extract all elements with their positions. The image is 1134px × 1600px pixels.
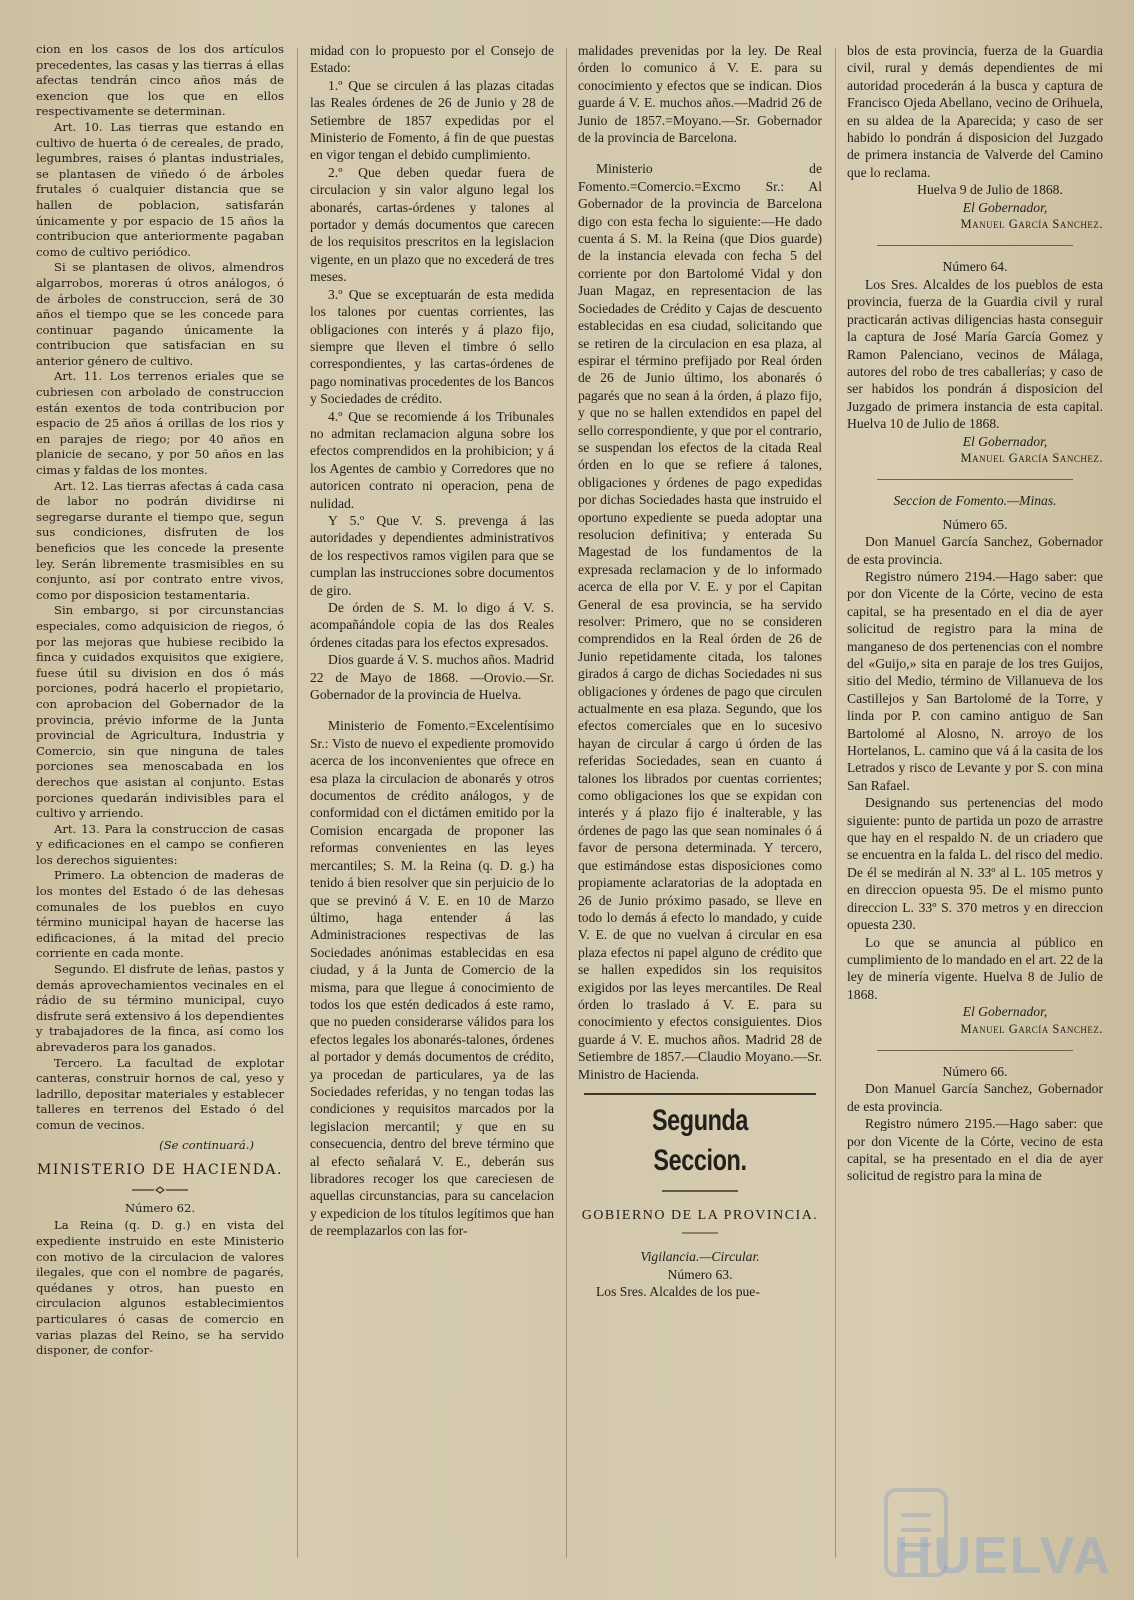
separator (877, 1050, 1073, 1051)
paragraph: midad con lo propuesto por el Consejo de Estado: (310, 43, 554, 76)
paragraph: Art. 10. Las tierras que estando en cultivo de huerta ó de cereales, de prado, legumbres, raises ó plantas industriales, se plantasen de viñedo ó de árboles frutales ó cualquier distancia que se hallen de poblacion, satisfarán únicamente y por espacio de 15 años la contribucion que anteriormente pagaban como de cultivo periódico. (36, 119, 284, 259)
paragraph: Segundo. El disfrute de leñas, pastos y demás aprovechamientos vecinales en el rádio de su término municipal, cuyo disfrute será extensivo á los dependientes y trabajadores de la finca, así como los abrevaderos para los ganados. (36, 962, 284, 1054)
paragraph: Si se plantasen de olivos, almendros algarrobos, moreras ú otros análogos, ó de árboles de construccion, será de 30 años el tiempo que se les concede para continuar pagando únicamente la contribucion que satisfacian en su anterior género de cultivo. (36, 260, 284, 368)
paragraph: 1.º Que se circulen á las plazas citadas las Reales órdenes de 26 de Junio y 28 de Setiembre de 1857 expedidas por el Ministerio de Fomento, á fin de que puestas en vigor tengan el debido cumplimiento. (310, 77, 554, 163)
paragraph: Los Sres. Alcaldes de los pue- (596, 1284, 760, 1300)
paragraph: Tercero. La facultad de explotar canteras, construir hornos de cal, yeso y ladrillo, depositar materiales y establecer talleres en terrenos del Estado ó del comun de vecinos. (36, 1055, 284, 1132)
number-62: Número 62. (124, 1200, 196, 1215)
paragraph: Ministerio de Fomento.=Excelentísimo Sr.: Visto de nuevo el expediente promovido acerca de los inconvenientes que ofrece en esa plaza la circulacion de abonarés y otros documentos de crédito análogos, y de conformidad con el dictámen emitido por la Comision encargada de proponer las reformas convenientes en las leyes mercantiles; S. M. la Reina (q. D. g.) ha tenido á bien resolver que sin perjuicio de lo que se previnó á V. E. en 10 de Marzo último, haga entender á las Administraciones respectivas de las Sociedades anónimas establecidas en esa ciudad, y á la Junta de Comercio de la misma, para que llegue á conocimiento de todos los que estén dedicados á este ramo, que no pueden considerarse válidos para los efectos legales los abonarés-talones, órdenes al portador y demás documentos de crédito, ya procedan de particulares, ya de las Sociedades referidas, y no tengan todas las condiciones y requisitos marcados por la legislacion mercantil; y que en su consecuencia, dentro del breve término que al efecto señalará V. E., deberán sus libradores recoger los que careciesen de aquellas circunstancias, para su cancelacion y expedicion de los títulos legítimos que han de reemplazarlos con las for- (310, 718, 554, 1239)
signature-name: Manuel García Sanchez. (960, 217, 1103, 232)
paragraph: 4.º Que se recomiende á los Tribunales no admitan reclamacion alguna sobre los efectos comprendidos en la prohibicion; y á los Agentes de cambio y Corredores que no autoricen contrato ni operacion, pena de nulidad. (310, 408, 554, 511)
fomento-heading: Seccion de Fomento.—Minas. (893, 493, 1057, 509)
paragraph: Lo que se anuncia al público en cumplimiento de lo mandado en el art. 22 de la ley de minería vigente. Huelva 8 de Julio de 1868. (847, 934, 1103, 1002)
paragraph: Los Sres. Alcaldes de los pueblos de esta provincia, fuerza de la Guardia civil y rural practicarán activas diligencias hasta conseguir la captura de José María García Gomez y Ramon Palenciano, vecinos de Málaga, autores del robo de tres caballerías; y caso de ser habidos los pondrán á disposicion del Juzgado de primera instancia de esta capital. Huelva 10 de Julio de 1868. (847, 276, 1103, 432)
signature-title: El Gobernador, (962, 433, 1048, 449)
paragraph: 2.º Que deben quedar fuera de circulacion y sin valor alguno legal los abonarés, cartas-órdenes y talones al portador y demás documentos que carecen de los requisitos prescritos en la legislacion vigente, en un plazo que no excederá de tres meses. (310, 164, 554, 285)
paragraph: Don Manuel García Sanchez, Gobernador de esta provincia. (847, 1081, 1103, 1114)
ornament-icon (680, 1230, 720, 1240)
signature-name: Manuel García Sanchez. (960, 1021, 1103, 1036)
signature-title: El Gobernador, (962, 1004, 1048, 1020)
ornament-icon (660, 1187, 740, 1197)
paragraph: Registro número 2194.—Hago saber: que por don Vicente de la Córte, vecino de esta capital, se ha presentado en el dia de ayer solicitud de registro para la mina de manganeso de dos pertenencias con el nombre del «Guijo,» sita en paraje de los tres Guijos, sitio del Medio, término de Villanueva de los Castillejos y San Bartolomé de la Torre, y linda por P. con camino antiguo de San Bartolomé al Alosno, N. arroyo de los Hortelanos, L. camino que vá á la casita de los Letrados y risco de Levante y por S. con mina San Rafael. (847, 568, 1103, 793)
paragraph: Sin embargo, si por circunstancias especiales, como adquisicion de riegos, ó por las mejoras que hubiese recibido la finca y cuidados exquisitos que exigiere, fuese útil su division en dos ó más porciones, podrá hacerlo el propietario, con aprobacion del Gobernador de la provincia, prévio informe de la Junta provincial de Agricultura, Industria y Comercio, sin que ninguna de tales porciones sea menoscabada en los derechos que asistan al conjunto. Estas porciones quedarán indivisibles para el cultivo y arriendo. (36, 603, 284, 821)
number-64: Número 64. (942, 259, 1008, 275)
paragraph: Registro número 2195.—Hago saber: que por don Vicente de la Córte, vecino de esta capital, se ha presentado en el dia de ayer solicitud de registro para la mina de (847, 1116, 1103, 1184)
paragraph: La Reina (q. D. g.) en vista del expediente instruido en este Ministerio con motivo de la circulacion de valores ilegales, que con el nombre de pagarés, quédanes y otros, han puesto en circulacion algunos establecimientos particulares ó casas de comercio en varias plazas del Reino, se ha servido disponer, de confor- (36, 1218, 284, 1358)
paragraph: De órden de S. M. lo digo á V. S. acompañándole copia de las dos Reales órdenes citadas para los efectos expresados. (310, 600, 554, 650)
column-divider (297, 48, 298, 1558)
separator (877, 245, 1073, 246)
separator (877, 479, 1073, 480)
section-heading: Segunda Seccion. (651, 1103, 749, 1177)
continued-note: (Se continuará.) (159, 1137, 254, 1152)
date-line: Huelva 9 de Julio de 1868. (917, 182, 1063, 198)
paragraph: cion en los casos de los dos artículos precedentes, las casas y las tierras á ellas afectas tendrán cinco años más de exencion que los que en ellos respectivamente se determinan. (36, 42, 284, 119)
signature-name: Manuel García Sanchez. (960, 450, 1103, 465)
government-heading: GOBIERNO DE LA PROVINCIA. (581, 1207, 819, 1223)
paragraph: 3.º Que se exceptuarán de esta medida los talones por cuentas corrientes, las obligaciones con interés y á plazo fijo, siempre que lleven el timbre ó sello correspondientes, y las cartas-órdenes de pago nominativas procedentes de los Bancos y Sociedades de crédito. (310, 286, 554, 407)
watermark: HUELVA (893, 1527, 1112, 1585)
paragraph: Ministerio de Fomento.=Comercio.=Excmo Sr.: Al Gobernador de la provincia de Barcelona digo con esta fecha lo siguiente:—He dado cuenta á S. M. la Reina (que Dios guarde) de la instancia elevada con fecha 5 del corriente por don Bartolomé Vidal y don Juan Magaz, en representacion de las Sociedades de Crédito y Cajas de descuento establecidas en esa ciudad, solicitando que se retiren de la circulacion en esa plaza, al espirar el término prefijado por Real órden de 26 de Junio último, los abonarés ó pagarés que no sean á la órden, á plazo fijo, y que no se hallen extendidos en papel del sello correspondiente, y que por el contrario, se suspendan los efectos de la citada Real órden en lo que se refiere á talones, obligaciones y órdenes de pago expedidas por dichas Sociedades hasta que instruido el oportuno expediente se pueda adoptar una resolucion definitiva; y enterada Su Magestad de los fundamentos de la expresada reclamacion y de lo informado acerca de ella por V. E. y por el Capitan General de esa provincia, se ha servido resolver: Primero, que no se consideren comprendidos en la Real órden de 26 de Junio repetidamente citada, los talones girados á cargo de dichas Sociedades ni sus obligaciones y órdenes de pago que circulen actualmente en esa plaza. Segundo, que los efectos comerciales que en lo sucesivo hayan de circular á cargo ú órden de las referidas Sociedades, sean en cuanto á talones los librados por cuentas corrientes; como obligaciones los que se expidan con interés y á plazo fijo é inalterable, y las órdenes de pago las que sean nominales ó á favor de persona determinada. Y tercero, que estimándose estas disposiciones como propiamente aclaratorias de la adoptada en 26 de Junio próximo pasado, se lleve en todo lo demás á efecto lo mandado, y cuide V. E. de que no vuelvan á circular en esa plaza efectos ni papel alguno de crédito que se hallen expedidos sin los requisitos exigidos por las leyes mercantiles. De Real órden lo traslado á V. E. para su conocimiento y efectos consiguientes. Dios guarde á V. E. muchos años. Madrid 28 de Setiembre de 1857.—Claudio Moyano.—Sr. Ministro de Hacienda. (578, 161, 822, 1082)
column-divider (566, 48, 567, 1558)
paragraph: Don Manuel García Sanchez, Gobernador de esta provincia. (847, 534, 1103, 567)
ministry-heading: MINISTERIO DE HACIENDA. (36, 1162, 283, 1179)
paragraph: Dios guarde á V. S. muchos años. Madrid 22 de Mayo de 1868. —Orovio.—Sr. Gobernador de la provincia de Huelva. (310, 652, 554, 703)
number-66: Número 66. (942, 1063, 1008, 1079)
paragraph: Y 5.º Que V. S. prevenga á las autoridades y dependientes administrativos de los respectivos ramos vigilen para que se cumplan las instrucciones sobre documentos de giro. (310, 512, 554, 598)
section-rule (584, 1093, 816, 1095)
paragraph: malidades prevenidas por la ley. De Real órden lo comunico á V. E. para su conocimiento y efectos que se indican. Dios guarde á V. E. muchos años.—Madrid 26 de Junio de 1857.=Moyano.—Sr. Gobernador de la provincia de Barcelona. (578, 43, 822, 146)
number-65: Número 65. (942, 516, 1008, 532)
column-4 (847, 42, 1103, 1562)
paragraph: Primero. La obtencion de maderas de los montes del Estado ó de las dehesas comunales de los pueblos en cuyo término municipal hayan de hacerse las edificaciones, á la mitad del precio corriente en cada monte. (36, 868, 284, 961)
paragraph: Designando sus pertenencias del modo siguiente: punto de partida un pozo de arrastre que hay en el respaldo N. de un criadero que se encuentra en la falda L. del risco del medio. De él se medirán al N. 33º al L. 105 metros y en direccion opuesta 95. De el mismo punto direccion L. 33º S. 370 metros y en direccion opuesta 230. (847, 795, 1103, 933)
number-63: Número 63. (667, 1266, 733, 1282)
column-3 (578, 42, 822, 1562)
paragraph: Art. 11. Los terrenos eriales que se cubriesen con arbolado de construccion están exentos de toda contribucion por espacio de 25 años á orillas de los rios y en parajes de riego; por 40 años en planicie de secano, y por 50 años en las cimas y faldas de los montes. (36, 369, 284, 478)
signature-title: El Gobernador, (962, 199, 1048, 215)
column-divider (835, 48, 836, 1558)
column-1 (36, 42, 284, 1562)
ornament-icon (130, 1185, 190, 1195)
paragraph: Art. 13. Para la construccion de casas y edificaciones en el campo se confieren los derechos siguientes: (36, 821, 284, 867)
column-2 (310, 42, 554, 1562)
circular-heading: Vigilancia.—Circular. (640, 1249, 760, 1265)
paragraph: blos de esta provincia, fuerza de la Guardia civil, rural y demás dependientes de mi autoridad procederán á la busca y captura de Francisco Ojeda Abellano, vecino de Orihuela, en su aldea de la Aparecida; y caso de ser habido lo pondrán á disposicion del Juzgado de primera instancia de Valverde del Camino que lo reclama. (847, 43, 1103, 180)
paragraph: Art. 12. Las tierras afectas á cada casa de labor no podrán dividirse ni segregarse durante el tiempo que, segun sus condiciones, disfruten de los beneficios que les concede la presente ley. Serán libremente trasmisibles en su conjunto, así por contrato entre vivos, como por disposicion testamentaria. (36, 478, 284, 602)
